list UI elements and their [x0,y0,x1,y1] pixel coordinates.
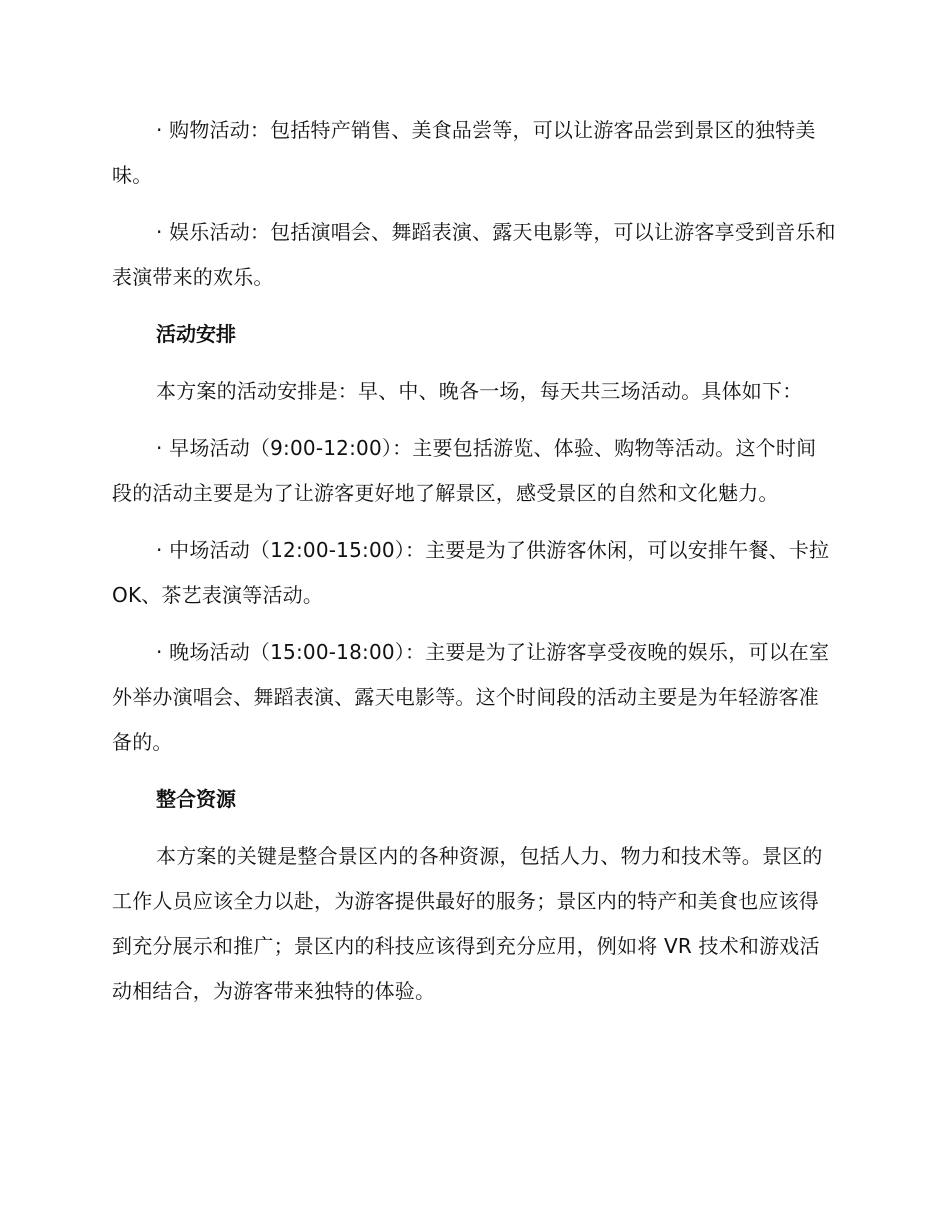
paragraph-shopping-activities: · 购物活动：包括特产销售、美食品尝等，可以让游客品尝到景区的独特美味。 [112,118,816,187]
heading-integrate-resources: 整合资源 [156,787,236,811]
paragraph-morning-session: · 早场活动（9:00-12:00）：主要包括游览、体验、购物等活动。这个时间段的活动主要是为了让游客更好地了解景区，感受景区的自然和文化魅力。 [112,436,817,505]
paragraph-resource-integration: 本方案的关键是整合景区内的各种资源，包括人力、物力和技术等。景区的工作人员应该全力以赴，为游客提供最好的服务；景区内的特产和美食也应该得到充分展示和推广；景区内的科技应该得到充分应用，例如将 VR 技术和游戏活动相结合，为游客带来独特的体验。 [112,844,823,1003]
paragraph-midday-session: · 中场活动（12:00-15:00）：主要是为了供游客休闲，可以安排午餐、卡拉 OK、茶艺表演等活动。 [112,538,830,607]
paragraph-schedule-intro: 本方案的活动安排是：早、中、晚各一场，每天共三场活动。具体如下： [156,379,803,403]
paragraph-entertainment-activities: · 娱乐活动：包括演唱会、舞蹈表演、露天电影等，可以让游客享受到音乐和表演带来的欢乐。 [112,220,836,289]
document-body [112,108,836,1026]
heading-activity-schedule: 活动安排 [156,322,236,346]
paragraph-evening-session: · 晚场活动（15:00-18:00）：主要是为了让游客享受夜晚的娱乐，可以在室外举办演唱会、舞蹈表演、露天电影等。这个时间段的活动主要是为年轻游客准备的。 [112,640,830,754]
